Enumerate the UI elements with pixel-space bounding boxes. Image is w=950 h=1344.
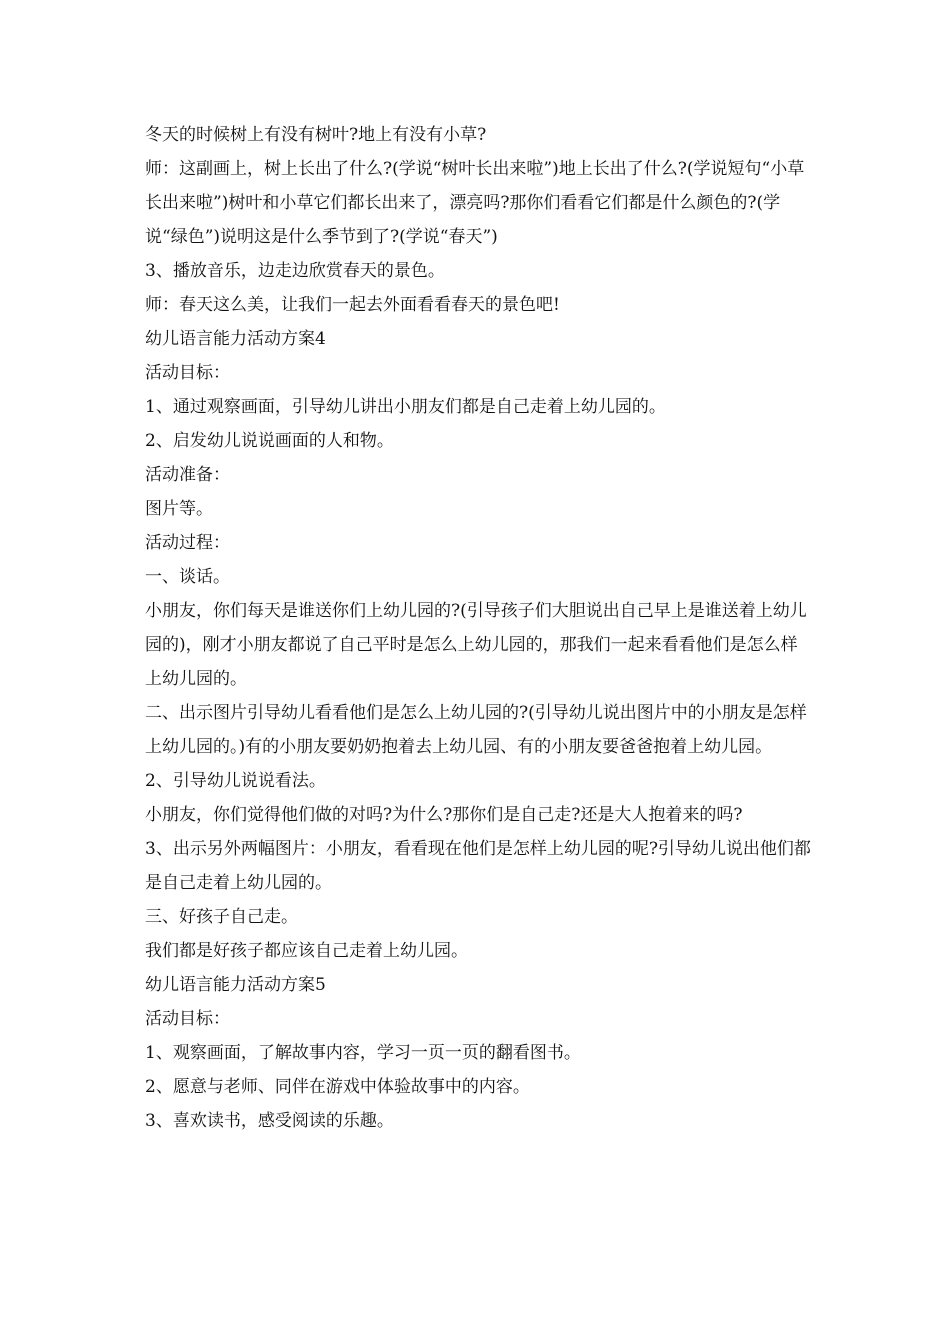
section-heading: 幼儿语言能力活动方案5 [145,975,326,995]
paragraph: 1、观察画面，了解故事内容，学习一页一页的翻看图书。 [145,1043,581,1063]
document-body [145,118,813,1138]
paragraph: 活动过程： [145,533,230,553]
paragraph: 师：这副画上，树上长出了什么?(学说“树叶长出来啦”)地上长出了什么?(学说短句“小草长出来啦”)树叶和小草它们都长出来了，漂亮吗?那你们看看它们都是什么颜色的?(学说“绿色”)说明这是什么季节到了?(学说“春天”) [145,159,805,247]
paragraph: 师：春天这么美，让我们一起去外面看看春天的景色吧! [145,295,560,315]
paragraph: 3、播放音乐，边走边欣赏春天的景色。 [145,261,445,281]
paragraph: 小朋友，你们每天是谁送你们上幼儿园的?(引导孩子们大胆说出自己早上是谁送着上幼儿园的)，刚才小朋友都说了自己平时是怎么上幼儿园的，那我们一起来看看他们是怎么样上幼儿园的。 [145,601,807,689]
paragraph: 2、启发幼儿说说画面的人和物。 [145,431,394,451]
paragraph: 活动目标： [145,363,230,383]
paragraph: 1、通过观察画面，引导幼儿讲出小朋友们都是自己走着上幼儿园的。 [145,397,666,417]
paragraph: 一、谈话。 [145,567,230,587]
paragraph: 3、出示另外两幅图片：小朋友，看看现在他们是怎样上幼儿园的呢?引导幼儿说出他们都是自己走着上幼儿园的。 [145,839,811,893]
paragraph: 二、出示图片引导幼儿看看他们是怎么上幼儿园的?(引导幼儿说出图片中的小朋友是怎样上幼儿园的。)有的小朋友要奶奶抱着去上幼儿园、有的小朋友要爸爸抱着上幼儿园。 [145,703,807,757]
paragraph: 小朋友，你们觉得他们做的对吗?为什么?那你们是自己走?还是大人抱着来的吗? [145,805,743,825]
paragraph: 活动目标： [145,1009,230,1029]
paragraph: 图片等。 [145,499,213,519]
paragraph: 2、愿意与老师、同伴在游戏中体验故事中的内容。 [145,1077,530,1097]
paragraph: 3、喜欢读书，感受阅读的乐趣。 [145,1111,394,1131]
section-heading: 幼儿语言能力活动方案4 [145,329,326,349]
paragraph: 活动准备： [145,465,230,485]
paragraph: 三、好孩子自己走。 [145,907,298,927]
paragraph: 我们都是好孩子都应该自己走着上幼儿园。 [145,941,468,961]
paragraph: 2、引导幼儿说说看法。 [145,771,326,791]
paragraph: 冬天的时候树上有没有树叶?地上有没有小草? [145,125,487,145]
